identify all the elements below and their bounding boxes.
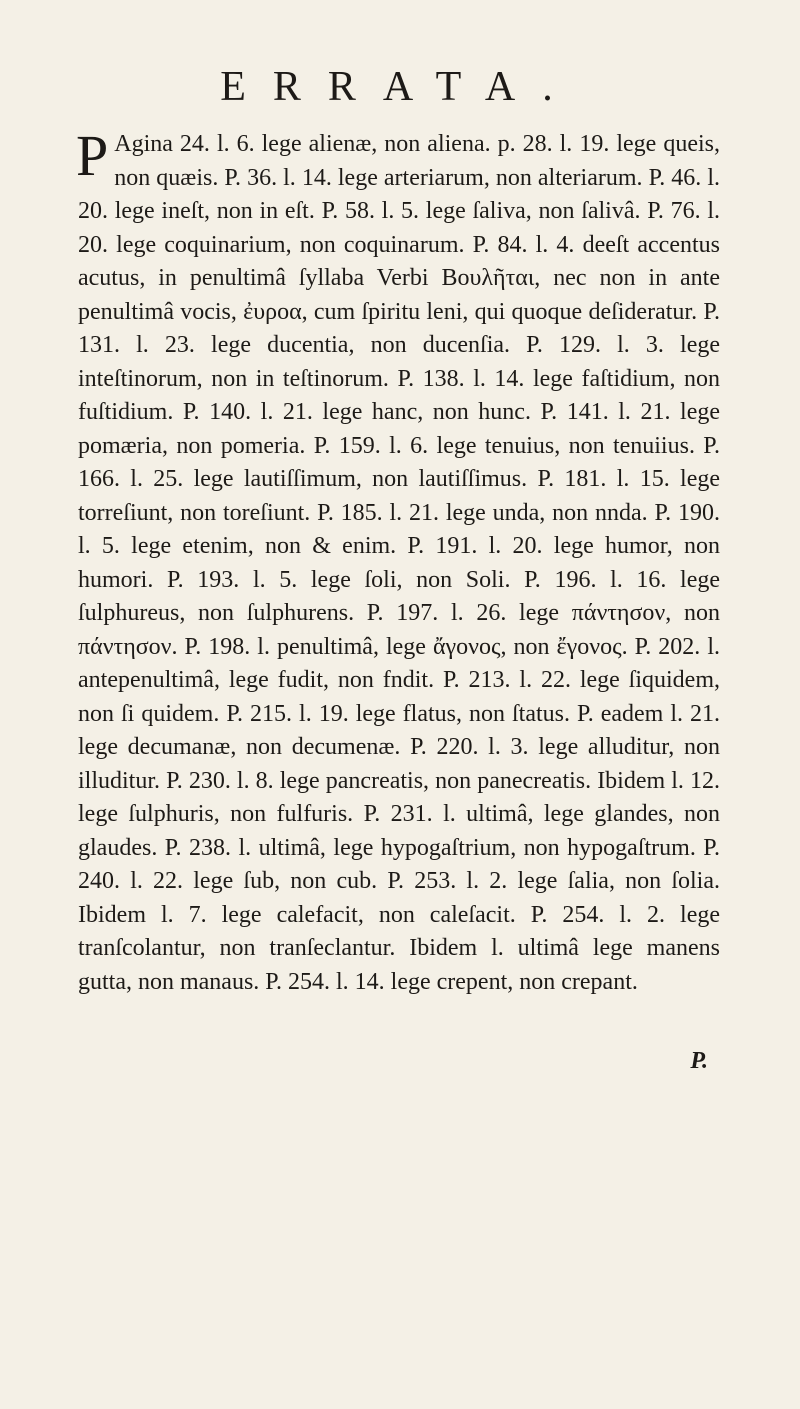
errata-text-block: [76, 123, 720, 999]
errata-paragraph: [76, 123, 720, 999]
errata-body: Agina 24. l. 6. lege alienæ, non aliena. p. 28. l. 19. lege queis, non quæis. P. 36. l. 14. lege arteriarum, non alteriarum. P. 46. l. 20. lege ineſt, non in eſt. P. 58. l. 5. lege ſaliva, non ſalivâ. P. 76. l. 20. lege coquinarium, non coquinarum. P. 84. l. 4. deeſt accentus acutus, in penultimâ ſyllaba Verbi Βουλῆται, nec non in ante penultimâ vocis, ἐυροα, cum ſpiritu leni, qui quoque deſideratur. P. 131. l. 23. lege ducentia, non ducenſia. P. 129. l. 3. lege inteſtinorum, non in teſtinorum. P. 138. l. 14. lege faſtidium, non fuſtidium. P. 140. l. 21. lege hanc, non hunc. P. 141. l. 21. lege pomæria, non pomeria. P. 159. l. 6. lege tenuius, non tenuiius. P. 166. l. 25. lege lautiſſimum, non lautiſſimus. P. 181. l. 15. lege torreſiunt, non toreſiunt. P. 185. l. 21. lege unda, non nnda. P. 190. l. 5. lege etenim, non & enim. P. 191. l. 20. lege humor, non humori. P. 193. l. 5. lege ſoli, non Soli. P. 196. l. 16. lege ſulphureus, non ſulphurens. P. 197. l. 26. lege πάντησον, non πάντησον. P. 198. l. penultimâ, lege ἄγονος, non ἔγονος. P. 202. l. antepenultimâ, lege fudit, non fndit. P. 213. l. 22. lege ſiquidem, non ſi quidem. P. 215. l. 19. lege flatus, non ſtatus. P. eadem l. 21. lege decumanæ, non decumenæ. P. 220. l. 3. lege alluditur, non illuditur. P. 230. l. 8. lege pancreatis, non panecreatis. Ibidem l. 12. lege ſulphuris, non fulfuris. P. 231. l. ultimâ, lege glandes, non glaudes. P. 238. l. ultimâ, lege hypogaſtrium, non hypogaſtrum. P. 240. l. 22. lege ſub, non cub. P. 253. l. 2. lege ſalia, non ſolia. Ibidem l. 7. lege calefacit, non caleſacit. P. 254. l. 2. lege tranſcolantur, non tranſeclantur. Ibidem l. ultimâ lege manens gutta, non manaus. P. 254. l. 14. lege crepent, non crepant.: [78, 131, 720, 995]
drop-cap: P: [76, 123, 109, 188]
page-title: ERRATA.: [220, 64, 580, 110]
catchword: P.: [690, 1048, 708, 1074]
